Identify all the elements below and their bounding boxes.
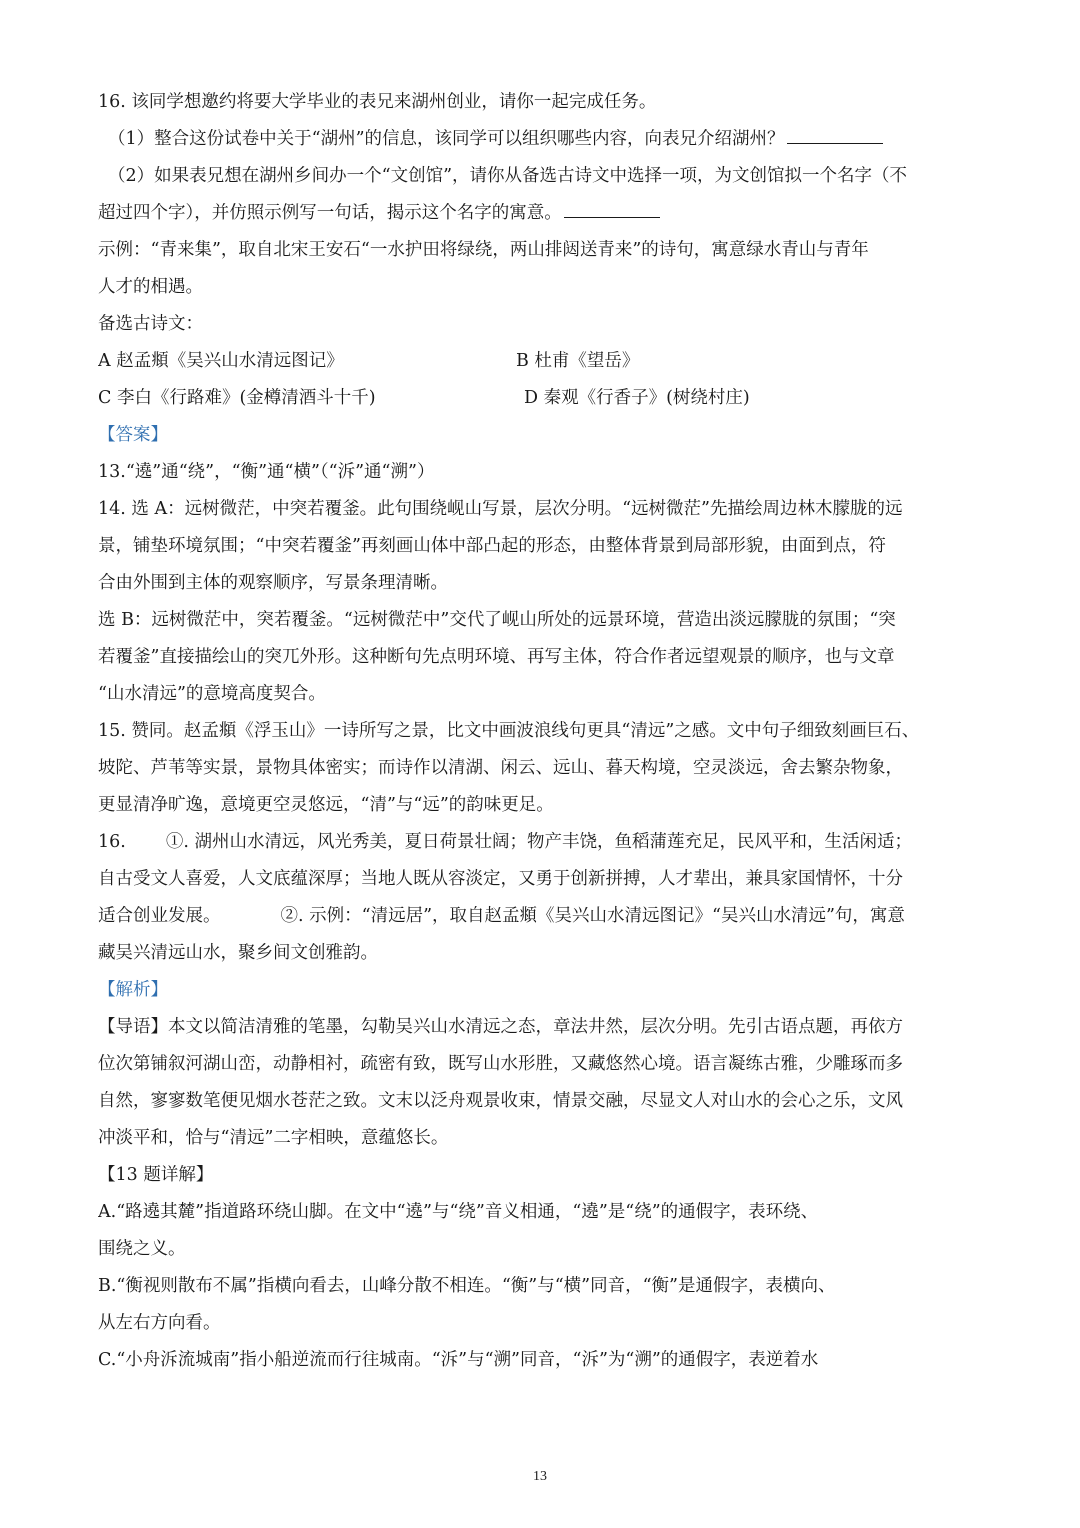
- detail-13a-line1: A.“路遶其麓”指道路环绕山脚。在文中“遶”与“绕”音义相通，“遶”是“绕”的通假字，表环绕、: [98, 1202, 819, 1222]
- options-row-1: [98, 343, 982, 380]
- answer-15-line2: 坡陀、芦苇等实景，景物具体密实；而诗作以清湖、闲云、远山、暮天构境，空灵淡远，舍去繁杂物象，: [98, 758, 903, 778]
- answer-blank: [564, 199, 660, 218]
- example-line2: 人才的相遇。: [98, 277, 203, 297]
- detail-13c-line1: C.“小舟泝流城南”指小船逆流而行往城南。“泝”与“溯”同音，“泝”为“溯”的通假字，表逆着水: [98, 1350, 819, 1370]
- options-label: 备选古诗文：: [98, 314, 203, 334]
- question-16-sub2-line1: （2）如果表兄想在湖州乡间办一个“文创馆”，请你从备选古诗文中选择一项，为文创馆拟一个名字（不: [108, 166, 908, 186]
- option-b: B 杜甫《望岳》: [516, 351, 640, 371]
- detail-13a-line2: 围绕之义。: [98, 1239, 186, 1259]
- detail-13b-line1: B.“衡视则散布不属”指横向看去，山峰分散不相连。“衡”与“横”同音，“衡”是通假字，表横向、: [98, 1276, 836, 1296]
- answer-14b-line1: 选 B：远树微茫中，突若覆釜。“远树微茫中”交代了岘山所处的远景环境，营造出淡远朦胧的氛围；“突: [98, 610, 896, 630]
- answer-14-line1: 14. 选 A：远树微茫，中突若覆釜。此句围绕岘山写景，层次分明。“远树微茫”先描绘周边林木朦胧的远: [98, 499, 903, 519]
- question-16-sub1-text: （1）整合这份试卷中关于“湖州”的信息，该同学可以组织哪些内容，向表兄介绍湖州？: [108, 129, 785, 149]
- answer-14b-line3: “山水清远”的意境高度契合。: [98, 684, 326, 704]
- answer-15-line3: 更显清净旷逸，意境更空灵悠远，“清”与“远”的韵味更足。: [98, 795, 554, 815]
- answer-16-line3a: 适合创业发展。: [98, 906, 221, 926]
- answer-16-line4: 藏吴兴清远山水，聚乡间文创雅韵。: [98, 943, 378, 963]
- page-number: 13: [533, 1469, 547, 1484]
- intro-line3: 自然，寥寥数笔便见烟水苍茫之致。文末以泛舟观景收束，情景交融，尽显文人对山水的会心之乐，文风: [98, 1091, 903, 1111]
- answer-13: 13.“遶”通“绕”，“衡”通“横”（“泝”通“溯”）: [98, 462, 435, 482]
- option-a: A 赵孟頫《吴兴山水清远图记》: [98, 351, 344, 371]
- analysis-tag: 【解析】: [98, 980, 168, 1000]
- option-c: C 李白《行路难》(金樽清酒斗十千): [98, 388, 376, 408]
- answer-14-line3: 合由外围到主体的观察顺序，写景条理清晰。: [98, 573, 448, 593]
- options-row-2: [98, 380, 982, 417]
- detail-13-title: 【13 题详解】: [98, 1165, 214, 1185]
- answer-15-line1: 15. 赞同。赵孟頫《浮玉山》一诗所写之景，比文中画波浪线句更具“清远”之感。文中句子细致刻画巨石、: [98, 721, 920, 741]
- answer-16-line1-text: ①. 湖州山水清远，风光秀美，夏日荷景壮阔；物产丰饶，鱼稻蒲莲充足，民风平和，生活闲适；: [165, 832, 912, 852]
- answer-14-line2: 景，铺垫环境氛围；“中突若覆釜”再刻画山体中部凸起的形态，由整体背景到局部形貌，由面到点，符: [98, 536, 886, 556]
- intro-line4: 冲淡平和，恰与“清远”二字相映，意蕴悠长。: [98, 1128, 449, 1148]
- answer-blank: [787, 125, 883, 144]
- question-16-sub2-line2: [98, 195, 982, 232]
- answer-tag: 【答案】: [98, 425, 168, 445]
- answer-16-line1: [98, 824, 982, 861]
- question-16-sub1: [98, 121, 982, 158]
- option-d: D 秦观《行香子》(树绕村庄): [524, 388, 750, 408]
- answer-16-line3b: ②. 示例：“清远居”，取自赵孟頫《吴兴山水清远图记》“吴兴山水清远”句，寓意: [280, 906, 905, 926]
- example-line1: 示例：“青来集”，取自北宋王安石“一水护田将绿绕，两山排闼送青来”的诗句，寓意绿水青山与青年: [98, 240, 869, 260]
- page-content: [98, 84, 982, 1379]
- answer-14b-line2: 若覆釜”直接描绘山的突兀外形。这种断句先点明环境、再写主体，符合作者远望观景的顺序，也与文章: [98, 647, 895, 667]
- question-16-sub2-line2-text: 超过四个字），并仿照示例写一句话，揭示这个名字的寓意。: [98, 203, 562, 223]
- answer-16-number: 16.: [98, 832, 126, 852]
- intro-line2: 位次第铺叙河湖山峦，动静相衬，疏密有致，既写山水形胜，又藏悠然心境。语言凝练古雅，少雕琢而多: [98, 1054, 903, 1074]
- question-16-title: 16. 该同学想邀约将要大学毕业的表兄来湖州创业，请你一起完成任务。: [98, 92, 657, 112]
- intro-line1: 【导语】本文以简洁清雅的笔墨，勾勒吴兴山水清远之态，章法井然，层次分明。先引古语点题，再依方: [98, 1017, 903, 1037]
- answer-16-line2: 自古受文人喜爱，人文底蕴深厚；当地人既从容淡定，又勇于创新拼搏，人才辈出，兼具家国情怀，十分: [98, 869, 903, 889]
- answer-16-line3: [98, 898, 982, 935]
- detail-13b-line2: 从左右方向看。: [98, 1313, 221, 1333]
